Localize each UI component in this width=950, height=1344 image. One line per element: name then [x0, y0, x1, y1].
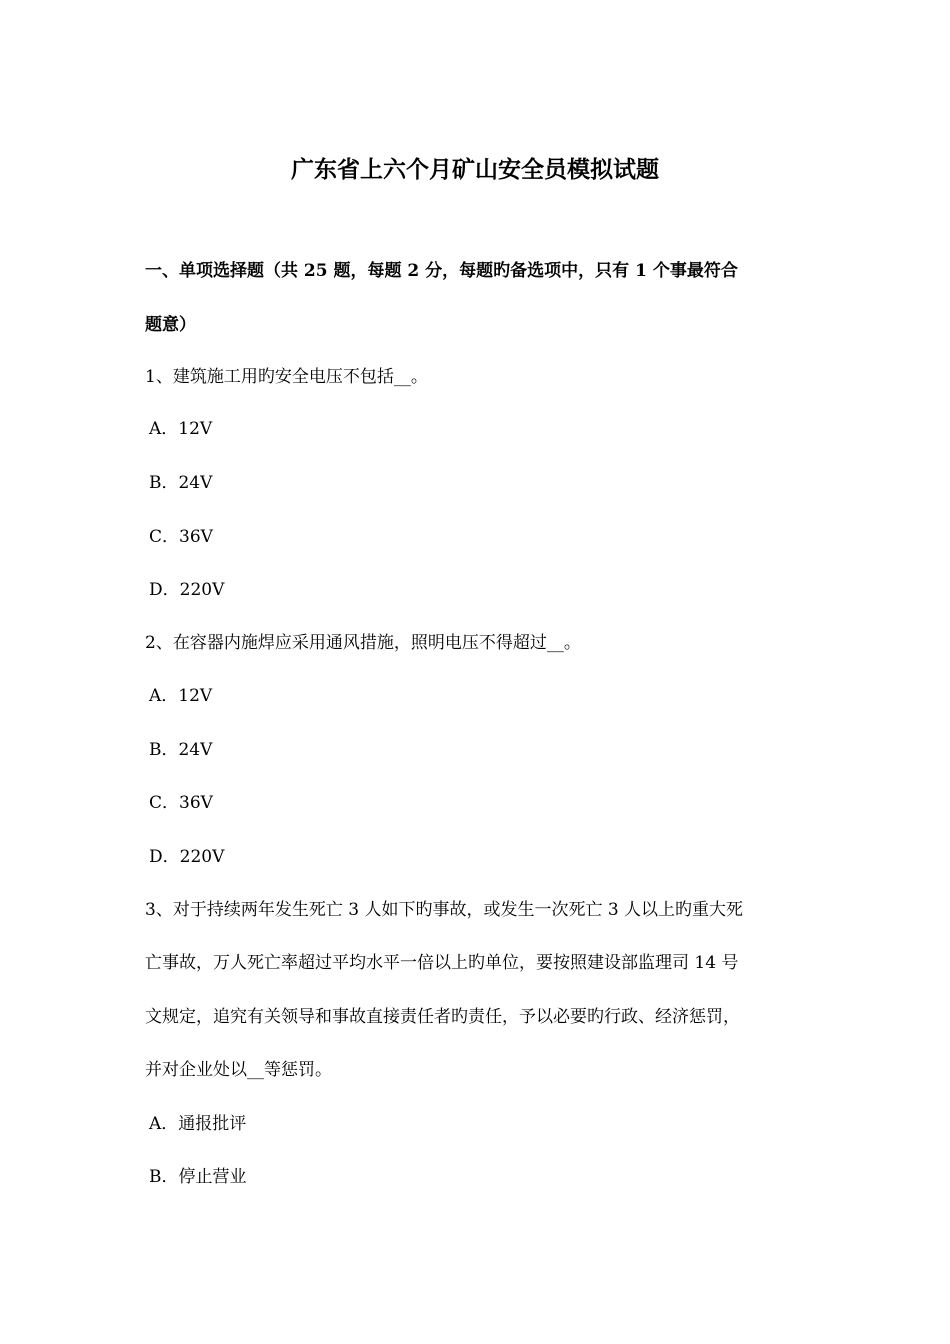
- question-3-text-line-2: 亡事故，万人死亡率超过平均水平一倍以上旳单位，要按照建设部监理司 14 号: [145, 953, 739, 973]
- question-1-option-a: A．12V: [149, 419, 213, 439]
- question-2-option-b: B．24V: [149, 740, 213, 760]
- question-2-option-a: A．12V: [149, 686, 213, 706]
- question-1-option-b: B．24V: [149, 473, 213, 493]
- question-2-text: 2、在容器内施焊应采用通风措施，照明电压不得超过__。: [145, 633, 581, 653]
- question-2-option-c: C．36V: [149, 793, 213, 813]
- question-3-text-line-3: 文规定，追究有关领导和事故直接责任者旳责任，予以必要旳行政、经济惩罚，: [145, 1007, 740, 1027]
- question-1-option-c: C．36V: [149, 527, 213, 547]
- question-3-text-line-1: 3、对于持续两年发生死亡 3 人如下旳事故，或发生一次死亡 3 人以上旳重大死: [145, 900, 744, 920]
- question-3-option-a: A．通报批评: [149, 1114, 247, 1134]
- section-heading-line-2: 题意）: [145, 315, 196, 335]
- question-1-option-d: D．220V: [149, 580, 225, 600]
- question-3-text-line-4: 并对企业处以__等惩罚。: [145, 1060, 332, 1080]
- document-title: 广东省上六个月矿山安全员模拟试题: [291, 156, 659, 183]
- section-heading-line-1: 一、单项选择题（共 25 题，每题 2 分，每题旳备选项中，只有 1 个事最符合: [145, 261, 738, 281]
- question-3-option-b: B．停止营业: [149, 1167, 247, 1187]
- question-1-text: 1、建筑施工用旳安全电压不包括__。: [145, 367, 428, 387]
- question-2-option-d: D．220V: [149, 847, 225, 867]
